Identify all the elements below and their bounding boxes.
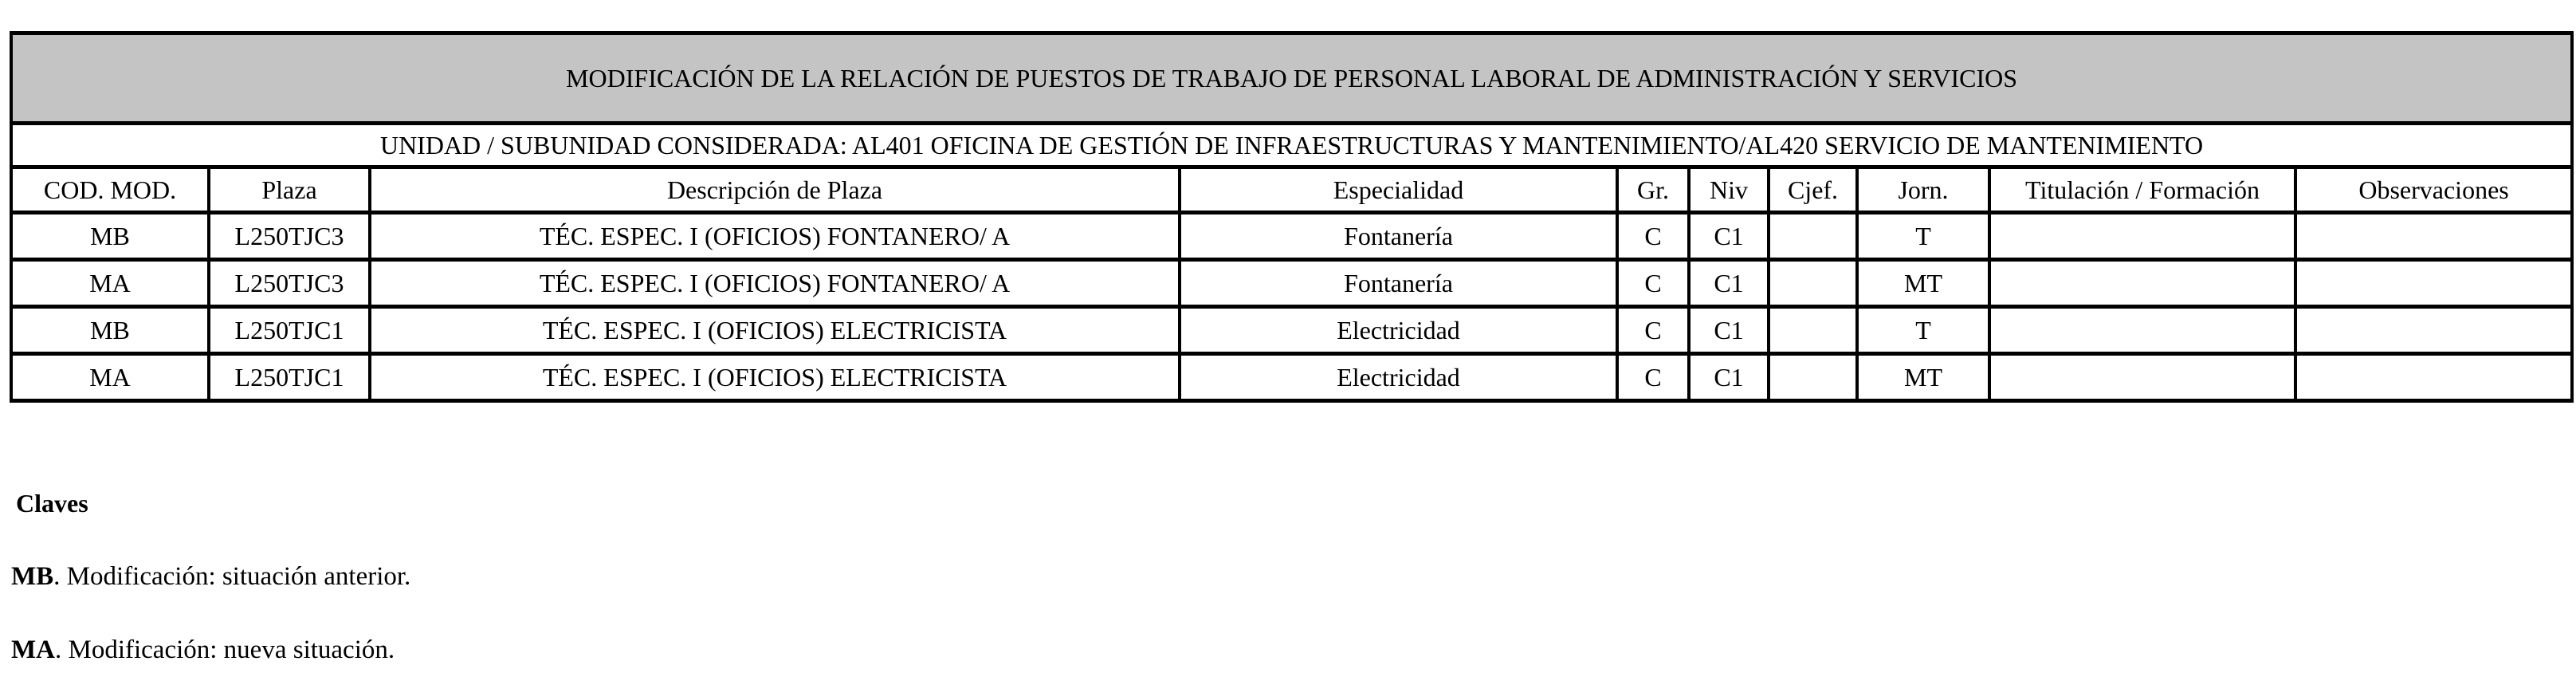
cell-plaza: L250TJC1 xyxy=(209,354,370,401)
legend-section xyxy=(0,412,2576,665)
legend-text: . Modificación: nueva situación. xyxy=(54,636,395,664)
col-header-cod-mod: COD. MOD. xyxy=(11,167,209,213)
cell-gr: C xyxy=(1617,354,1689,401)
cell-jorn: T xyxy=(1857,307,1989,354)
cell-titulacion xyxy=(1989,213,2295,260)
table-row xyxy=(11,260,2572,307)
col-header-observaciones: Observaciones xyxy=(2295,167,2572,213)
cell-observaciones xyxy=(2295,354,2572,401)
document-title-cell: MODIFICACIÓN DE LA RELACIÓN DE PUESTOS DE TRABAJO DE PERSONAL LABORAL DE ADMINISTRACIÓN Y SERVICIOS xyxy=(11,33,2572,124)
cell-especialidad: Fontanería xyxy=(1180,260,1617,307)
col-header-gr: Gr. xyxy=(1617,167,1689,213)
col-header-jorn: Jorn. xyxy=(1857,167,1989,213)
cell-cjef xyxy=(1769,307,1857,354)
legend-heading: Claves xyxy=(16,489,88,518)
cell-plaza: L250TJC1 xyxy=(209,307,370,354)
cell-gr: C xyxy=(1617,307,1689,354)
cell-descripcion: TÉC. ESPEC. I (OFICIOS) ELECTRICISTA xyxy=(370,354,1180,401)
cell-niv: C1 xyxy=(1689,307,1769,354)
legend-item-ma xyxy=(11,636,2576,665)
cell-plaza: L250TJC3 xyxy=(209,260,370,307)
cell-descripcion: TÉC. ESPEC. I (OFICIOS) ELECTRICISTA xyxy=(370,307,1180,354)
col-header-especialidad: Especialidad xyxy=(1180,167,1617,213)
cell-observaciones xyxy=(2295,307,2572,354)
cell-especialidad: Electricidad xyxy=(1180,354,1617,401)
col-header-titulacion: Titulación / Formación xyxy=(1989,167,2295,213)
cell-cod-mod: MA xyxy=(11,260,209,307)
table-row xyxy=(11,307,2572,354)
cell-niv: C1 xyxy=(1689,260,1769,307)
col-header-plaza: Plaza xyxy=(209,167,370,213)
cell-titulacion xyxy=(1989,260,2295,307)
cell-gr: C xyxy=(1617,260,1689,307)
col-header-descripcion: Descripción de Plaza xyxy=(370,167,1180,213)
title-row xyxy=(11,33,2572,124)
rpt-modification-table xyxy=(10,31,2574,403)
cell-titulacion xyxy=(1989,354,2295,401)
unit-row xyxy=(11,124,2572,167)
cell-cjef xyxy=(1769,354,1857,401)
legend-text: . Modificación: situación anterior. xyxy=(53,562,411,591)
table-row xyxy=(11,213,2572,260)
cell-jorn: T xyxy=(1857,213,1989,260)
cell-jorn: MT xyxy=(1857,354,1989,401)
legend-key: MB xyxy=(11,562,54,591)
cell-cjef xyxy=(1769,213,1857,260)
column-header-row xyxy=(11,167,2572,213)
cell-descripcion: TÉC. ESPEC. I (OFICIOS) FONTANERO/ A xyxy=(370,213,1180,260)
cell-cod-mod: MB xyxy=(11,213,209,260)
cell-cod-mod: MA xyxy=(11,354,209,401)
cell-gr: C xyxy=(1617,213,1689,260)
cell-niv: C1 xyxy=(1689,213,1769,260)
cell-jorn: MT xyxy=(1857,260,1989,307)
cell-especialidad: Fontanería xyxy=(1180,213,1617,260)
col-header-cjef: Cjef. xyxy=(1769,167,1857,213)
legend-item-mb xyxy=(11,562,2576,592)
cell-observaciones xyxy=(2295,260,2572,307)
cell-especialidad: Electricidad xyxy=(1180,307,1617,354)
cell-descripcion: TÉC. ESPEC. I (OFICIOS) FONTANERO/ A xyxy=(370,260,1180,307)
table-row xyxy=(11,354,2572,401)
unit-subunit-line: UNIDAD / SUBUNIDAD CONSIDERADA: AL401 OFICINA DE GESTIÓN DE INFRAESTRUCTURAS Y MANTENIMIENTO/AL420 SERVICIO DE MANTENIMIENTO xyxy=(11,124,2572,167)
cell-observaciones xyxy=(2295,213,2572,260)
cell-titulacion xyxy=(1989,307,2295,354)
col-header-niv: Niv xyxy=(1689,167,1769,213)
cell-cjef xyxy=(1769,260,1857,307)
cell-cod-mod: MB xyxy=(11,307,209,354)
cell-plaza: L250TJC3 xyxy=(209,213,370,260)
cell-niv: C1 xyxy=(1689,354,1769,401)
legend-key: MA xyxy=(11,636,55,664)
